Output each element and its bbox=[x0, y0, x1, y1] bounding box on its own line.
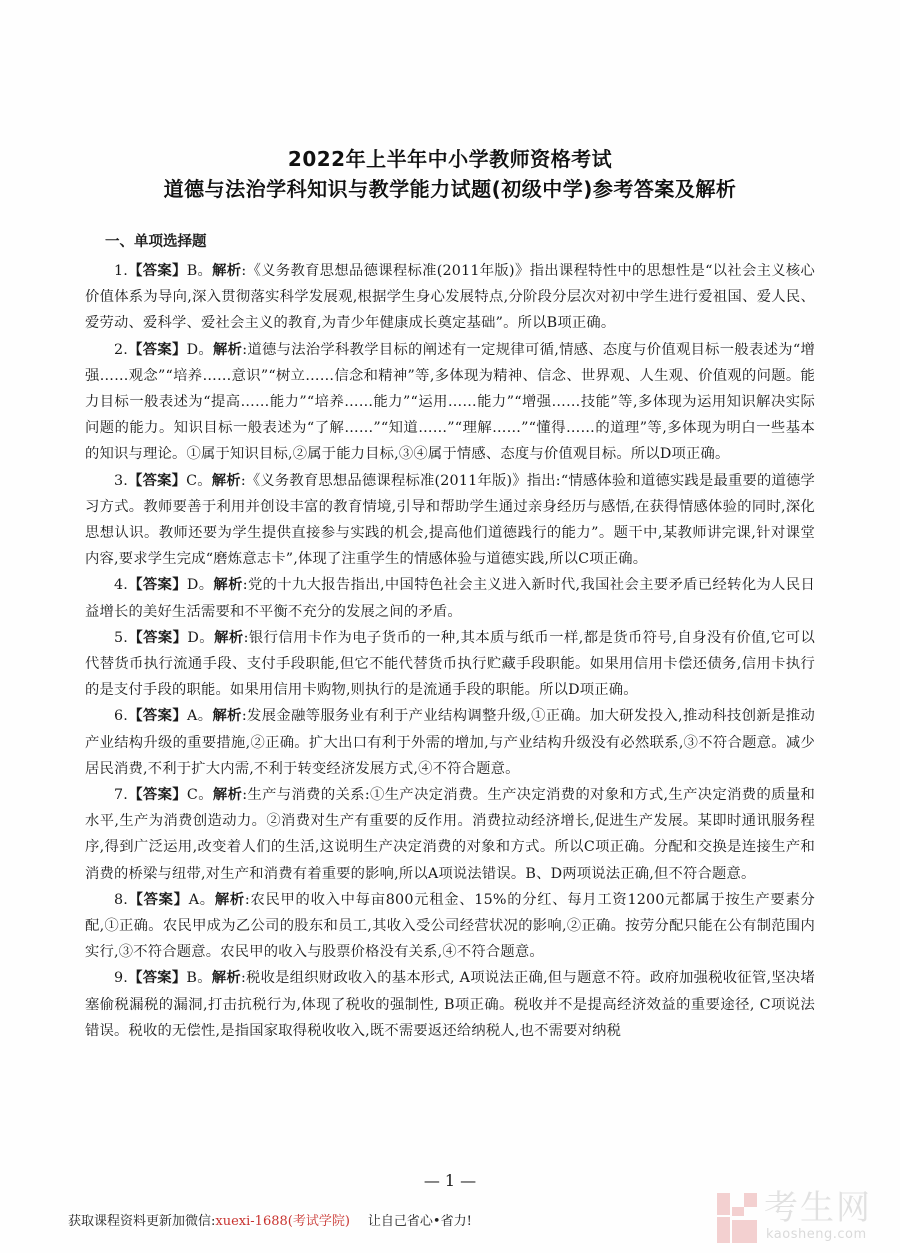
question-number: 2. bbox=[114, 341, 129, 358]
analysis-text: :《义务教育思想品德课程标准(2011年版)》指出:“情感体验和道德实践是最重要的道德学习方式。教师要善于利用并创设丰富的教育情境,引导和帮助学生通过亲身经历与感悟,在获得情感体验的同时,深化思想认识。教师还要为学生提供直接参与实践的机会,提高他们道德践行的能力”。题干中,某教师讲完课,针对课堂内容,要求学生完成“磨炼意志卡”,体现了注重学生的情感体验与道德实践,所以C项正确。 bbox=[85, 472, 815, 568]
document-title-line2: 道德与法治学科知识与教学能力试题(初级中学)参考答案及解析 bbox=[163, 177, 737, 201]
answer-value: C。 bbox=[186, 787, 213, 804]
footer-wechat-id: xuexi-1688(考试学院) bbox=[215, 1214, 350, 1229]
answer-value: A。 bbox=[188, 891, 215, 908]
watermark-url: kaosheng.com bbox=[766, 1227, 867, 1242]
analysis-text: :农民甲的收入中每亩800元租金、15%的分红、每月工资1200元都属于按生产要素分配,①正确。农民甲成为乙公司的股东和员工,其收入受公司经营状况的影响,②正确。按劳分配只能在公有制范围内实行,③不符合题意。农民甲的收入与股票价格没有关系,④不符合题意。 bbox=[85, 891, 815, 961]
analysis-label: 解析 bbox=[212, 708, 242, 725]
answer-label: 【答案】 bbox=[128, 577, 187, 594]
answer-value: B。 bbox=[186, 970, 212, 987]
question-number: 1. bbox=[114, 263, 129, 279]
kaosheng-logo-icon bbox=[717, 1193, 757, 1243]
answer-label: 【答案】 bbox=[128, 708, 188, 725]
document-title-line1: 2022年上半年中小学教师资格考试 bbox=[287, 147, 613, 171]
question-1 bbox=[85, 258, 815, 337]
answer-label: 【答案】 bbox=[128, 472, 187, 489]
page-number: — 1 — bbox=[423, 1171, 477, 1190]
question-4 bbox=[85, 572, 815, 624]
analysis-text: :党的十九大报告指出,中国特色社会主义进入新时代,我国社会主要矛盾已经转化为人民日益增长的美好生活需要和不平衡不充分的发展之间的矛盾。 bbox=[85, 577, 815, 620]
analysis-text: :发展金融等服务业有利于产业结构调整升级,①正确。加大研发投入,推动科技创新是推动产业结构升级的重要措施,②正确。扩大出口有利于外需的增加,与产业结构升级没有必然联系,③不符合题意。减少居民消费,不利于扩大内需,不利于转变经济发展方式,④不符合题意。 bbox=[85, 708, 815, 777]
document-content bbox=[85, 232, 815, 1044]
question-number: 7. bbox=[114, 787, 129, 804]
answer-value: D。 bbox=[186, 577, 214, 594]
question-7 bbox=[85, 782, 815, 887]
footer-prefix: 获取课程资料更新加微信: bbox=[68, 1214, 216, 1229]
analysis-label: 解析 bbox=[213, 577, 243, 594]
question-number: 6. bbox=[114, 708, 129, 725]
question-number: 9. bbox=[114, 970, 129, 987]
answer-value: B。 bbox=[186, 263, 213, 279]
answer-label: 【答案】 bbox=[128, 970, 187, 987]
analysis-text: :银行信用卡作为电子货币的一种,其本质与纸币一样,都是货币符号,自身没有价值,它可以代替货币执行流通手段、支付手段职能,但它不能代替货币执行贮藏手段职能。如果用信用卡偿还债务,信用卡执行的是支付手段的职能。如果用信用卡购物,则执行的是流通手段的职能。所以D项正确。 bbox=[85, 629, 815, 699]
analysis-text: :生产与消费的关系:①生产决定消费。生产决定消费的对象和方式,生产决定消费的质量和水平,生产为消费创造动力。②消费对生产有重要的反作用。消费拉动经济增长,促进生产发展。某即时通讯服务程序,得到广泛运用,改变着人们的生活,这说明生产决定消费的对象和方式。所以C项正确。分配和交换是连接生产和消费的桥梁与纽带,对生产和消费有着重要的影响,所以A项说法错误。B、D两项说法正确,但不符合题意。 bbox=[85, 787, 816, 882]
kaosheng-watermark bbox=[717, 1189, 897, 1249]
analysis-label: 解析 bbox=[214, 891, 245, 908]
answer-value: D。 bbox=[187, 629, 215, 646]
analysis-text: :道德与法治学科教学目标的阐述有一定规律可循,情感、态度与价值观目标一般表述为“增强……观念”“培养……意识”“树立……信念和精神”等,多体现为精神、信念、世界观、人生观、价值观的问题。能力目标一般表述为“提高……能力”“培养……能力”“运用……能力”“增强……技能”等,多体现为运用知识解决实际问题的能力。知识目标一般表述为“了解……”“知道……”“理解……”“懂得……的道理”等,多体现为明白一些基本的知识与理论。①属于知识目标,②属于能力目标,③④属于情感、态度与价值观目标。所以D项正确。 bbox=[85, 341, 816, 463]
analysis-text: :《义务教育思想品德课程标准(2011年版)》指出课程特性中的思想性是“以社会主义核心价值体系为导向,深入贯彻落实科学发展观,根据学生身心发展特点,分阶段分层次对初中学生进行爱祖国、爱人民、爱劳动、爱科学、爱社会主义的教育,为青少年健康成长奠定基础”。所以B项正确。 bbox=[85, 263, 816, 332]
answer-label: 【答案】 bbox=[128, 341, 187, 358]
analysis-label: 解析 bbox=[211, 970, 241, 987]
answer-value: A。 bbox=[187, 708, 213, 725]
question-9 bbox=[85, 965, 815, 1044]
answer-label: 【答案】 bbox=[128, 629, 188, 646]
question-number: 8. bbox=[114, 891, 129, 908]
answer-label: 【答案】 bbox=[128, 891, 189, 908]
section-heading: 一、单项选择题 bbox=[105, 234, 207, 250]
question-number: 3. bbox=[114, 472, 129, 489]
answer-label: 【答案】 bbox=[128, 787, 187, 804]
footer-tagline: 让自己省心•省力! bbox=[367, 1214, 472, 1229]
answer-value: D。 bbox=[186, 341, 213, 358]
footer-promo bbox=[68, 1210, 472, 1229]
answer-value: C。 bbox=[186, 472, 212, 489]
question-5 bbox=[85, 625, 815, 704]
analysis-label: 解析 bbox=[212, 263, 242, 279]
analysis-label: 解析 bbox=[212, 787, 243, 804]
answer-label: 【答案】 bbox=[128, 263, 187, 279]
analysis-text: :税收是组织财政收入的基本形式, A项说法正确,但与题意不符。政府加强税收征管,坚决堵塞偷税漏税的漏洞,打击抗税行为,体现了税收的强制性, B项正确。税收并不是提高经济效益的重要途径, C项说法错误。税收的无偿性,是指国家取得税收收入,既不需要返还给纳税人,也不需要对纳税 bbox=[85, 970, 815, 1039]
question-number: 5. bbox=[114, 629, 129, 646]
question-8 bbox=[85, 887, 815, 966]
question-3 bbox=[85, 468, 815, 573]
watermark-brand: 考生网 bbox=[764, 1188, 872, 1228]
analysis-label: 解析 bbox=[213, 341, 243, 358]
analysis-label: 解析 bbox=[214, 629, 244, 646]
analysis-label: 解析 bbox=[211, 472, 241, 489]
question-number: 4. bbox=[114, 577, 129, 594]
question-6 bbox=[85, 703, 815, 782]
question-2 bbox=[85, 337, 815, 468]
